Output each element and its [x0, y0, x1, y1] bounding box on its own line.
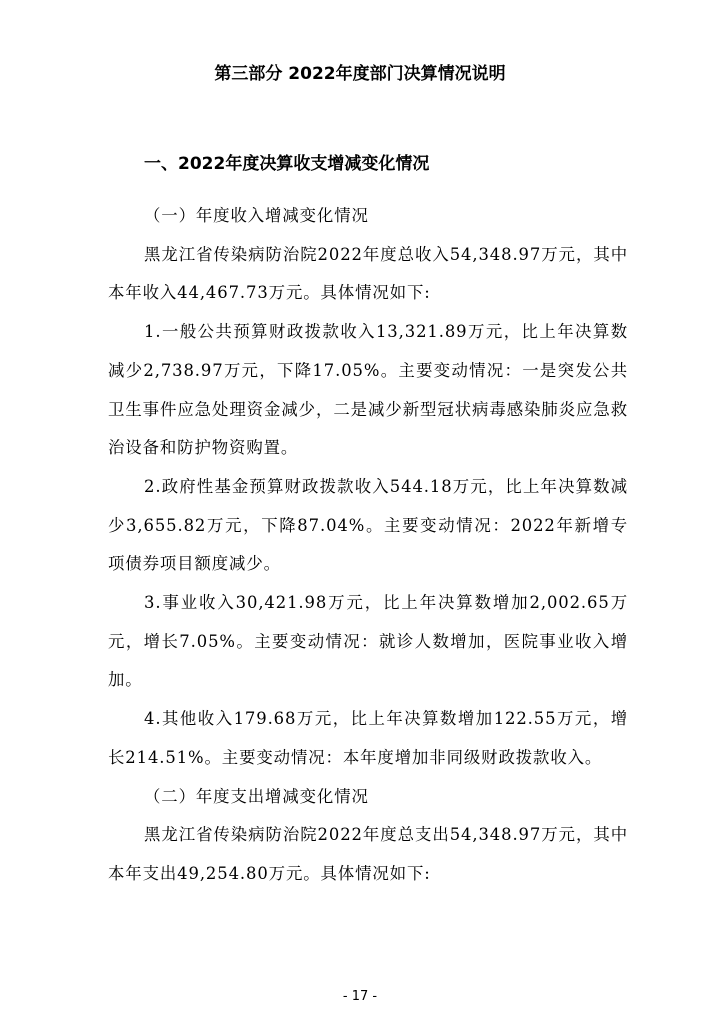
paragraph-total-income: 黑龙江省传染病防治院2022年度总收入54,348.97万元，其中本年收入44,467.73万元。具体情况如下: [108, 244, 628, 303]
paragraph-other-income: 4.其他收入179.68万元，比上年决算数增加122.55万元，增长214.51%。主要变动情况：本年度增加非同级财政拨款收入。 [108, 709, 628, 767]
page-number: - 17 - [342, 989, 378, 1004]
paragraph-fund-budget: 2.政府性基金预算财政拨款收入544.18万元，比上年决算数减少3,655.82万元，下降87.04%。主要变动情况：2022年新增专项债券项目额度减少。 [108, 476, 628, 574]
subsection-heading-expenditure: （二）年度支出增减变化情况 [144, 786, 369, 806]
section-heading: 一、2022年度决算收支增减变化情况 [144, 154, 430, 174]
paragraph-total-expenditure: 黑龙江省传染病防治院2022年度总支出54,348.97万元，其中本年支出49,254.80万元。具体情况如下: [108, 825, 628, 883]
paragraph-business-income: 3.事业收入30,421.98万元，比上年决算数增加2,002.65万元，增长7.05%。主要变动情况：就诊人数增加，医院事业收入增加。 [108, 593, 628, 690]
paragraph-general-budget: 1.一般公共预算财政拨款收入13,321.89万元，比上年决算数减少2,738.97万元，下降17.05%。主要变动情况：一是突发公共卫生事件应急处理资金减少，二是减少新型冠状病毒感染肺炎应急救治设备和防护物资购置。 [108, 322, 628, 458]
page-title: 第三部分 2022年度部门决算情况说明 [214, 64, 506, 84]
subsection-heading-income: （一）年度收入增减变化情况 [144, 206, 369, 225]
body-text [108, 197, 628, 894]
